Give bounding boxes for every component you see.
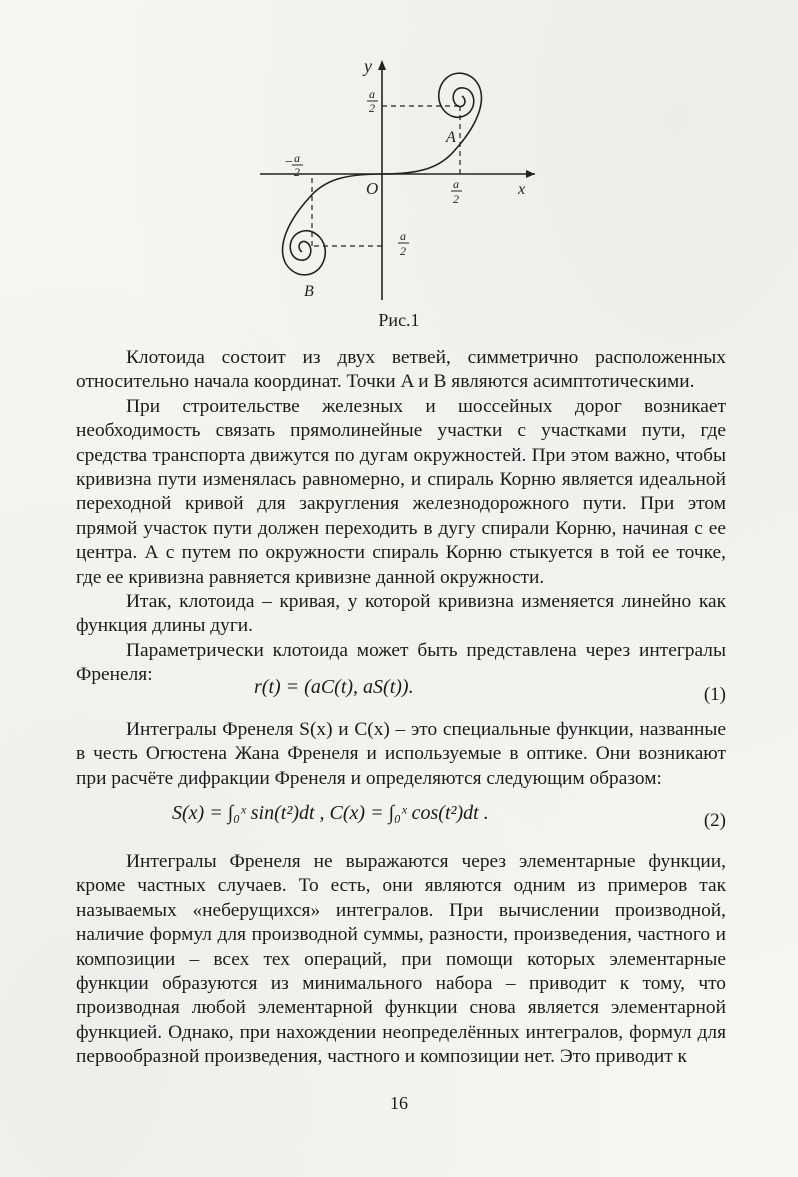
tick-y-top: a xyxy=(369,87,375,101)
paragraph-6-block xyxy=(76,850,726,1070)
paragraph-5: Интегралы Френеля S(x) и C(x) – это специальные функции, названные в честь Огюстена Жана Френеля и используемые в оптике. Они возникают при расчёте дифракции Френеля и определяются следующим образом: xyxy=(76,719,726,789)
paragraph-1: Клотоида состоит из двух ветвей, симметрично расположенных относительно начала координат. Точки A и B являются асимптотическими. xyxy=(76,347,726,393)
equation-1-number: (1) xyxy=(703,684,726,705)
tick-x-neg: a xyxy=(294,151,300,165)
paragraph-1-block xyxy=(76,346,726,688)
clothoid-figure xyxy=(250,50,550,305)
page-number: 16 xyxy=(390,1093,408,1113)
y-axis-label: y xyxy=(364,56,372,76)
svg-text:2: 2 xyxy=(400,244,406,258)
origin-label: O xyxy=(366,179,379,198)
paragraph-6: Интегралы Френеля не выражаются через элементарные функции, кроме частных случаев. То есть, они являются одним из примеров так называемых «неберущихся» интегралов. При вычислении производной, наличие формул для производной суммы, разности, произведения, частного и композиции – всех тех операций, при помощи которых элементарные функции образуются из минимального набора – приводит к тому, что производная любой элементарной функции снова является элементарной функцией. Однако, при нахождении неопределённых интегралов, формул для первообразной произведения, частного и композиции нет. Это приводит к xyxy=(76,851,726,1068)
equation-1-formula: r(t) = (aC(t), aS(t)). xyxy=(254,676,414,698)
point-b-label: B xyxy=(304,283,314,300)
paragraph-5-block xyxy=(76,718,726,791)
svg-text:2: 2 xyxy=(453,192,459,206)
paragraph-3: Итак, клотоида – кривая, у которой кривизна изменяется линейно как функция длины дуги. xyxy=(76,591,726,637)
svg-text:2: 2 xyxy=(294,165,300,179)
equation-1 xyxy=(76,676,726,716)
tick-x-pos: a xyxy=(453,177,459,191)
figure-caption: Рис.1 xyxy=(378,310,420,330)
clothoid-diagram xyxy=(250,50,550,305)
paragraph-4: Параметрически клотоида может быть представлена через интегралы Френеля: xyxy=(76,639,726,686)
point-a-label: A xyxy=(446,129,456,146)
clothoid-upper-branch xyxy=(382,73,481,174)
svg-text:−: − xyxy=(284,155,294,170)
x-axis-label: x xyxy=(518,181,526,198)
equation-2 xyxy=(76,802,726,842)
equation-2-formula: S(x) = ∫₀ˣ sin(t²)dt , C(x) = ∫₀ˣ cos(t²)dt . xyxy=(172,802,489,824)
paragraph-2: При строительстве железных и шоссейных дорог возникает необходимость связать прямолинейные участки с участками пути, где средства транспорта движутся по дугам окружностей. При этом важно, чтобы кривизна пути изменялась равномерно, и спираль Корню является идеальной переходной кривой для закругления железнодорожного пути. При этом прямой участок пути должен переходить в дугу спирали Корню, начиная с ее центра. А с путем по окружности спираль Корню стыкуется в той ее точке, где ее кривизна равняется кривизне данной окружности. xyxy=(76,395,726,588)
equation-2-number: (2) xyxy=(703,810,726,831)
tick-y-bottom: a xyxy=(400,229,406,243)
svg-text:2: 2 xyxy=(369,101,375,115)
